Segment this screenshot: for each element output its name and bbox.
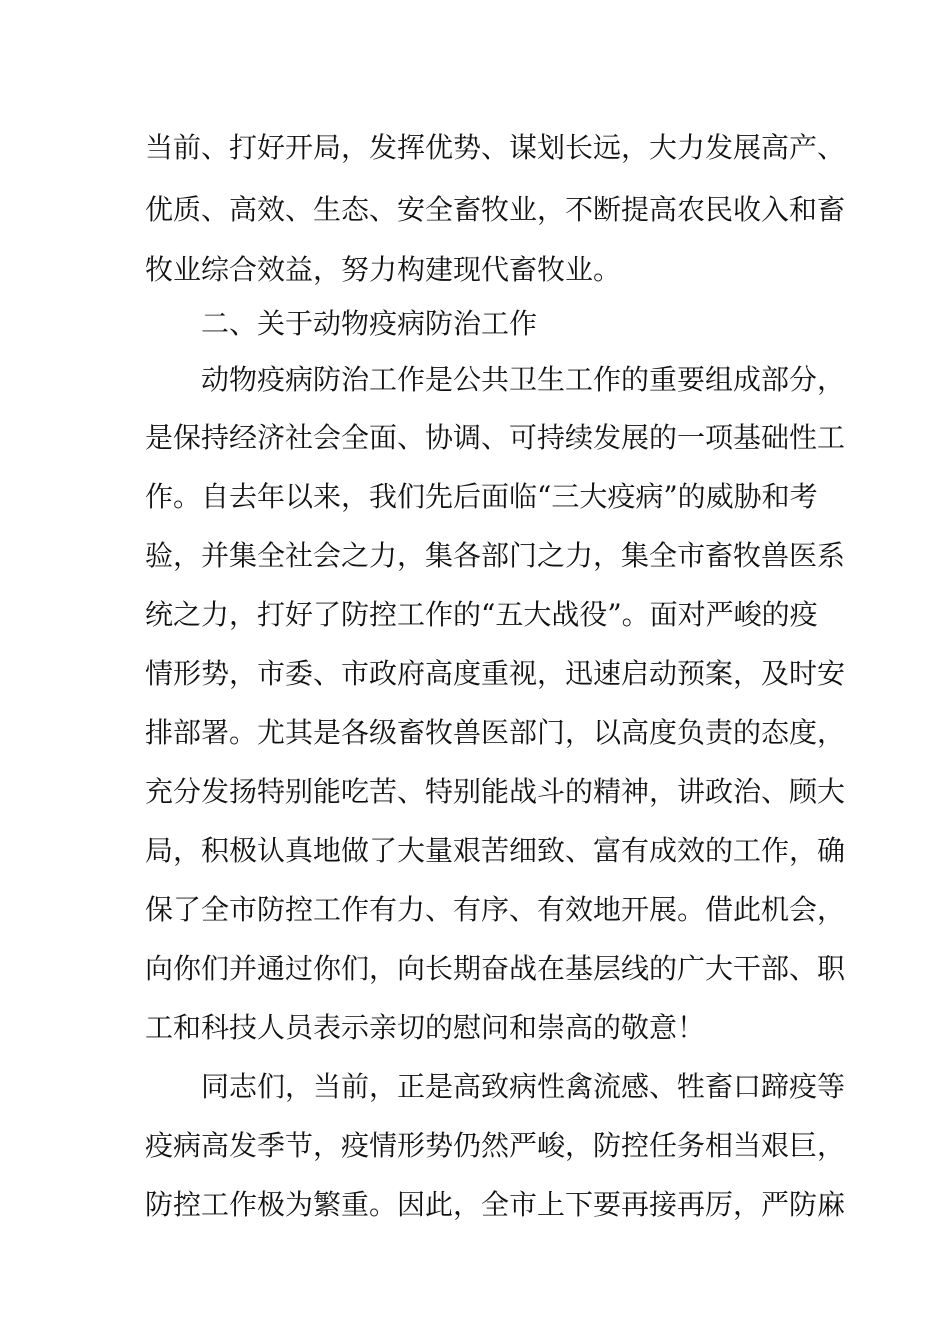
text-line: 情形势，市委、市政府高度重视，迅速启动预案，及时安 — [145, 657, 846, 690]
text-line: 工和科技人员表示亲切的慰问和崇高的敬意！ — [145, 1011, 706, 1044]
text-line: 当前、打好开局，发挥优势、谋划长远，大力发展高产、 — [145, 131, 846, 164]
text-line: 优质、高效、生态、安全畜牧业，不断提高农民收入和畜 — [145, 193, 846, 226]
text-line: 动物疫病防治工作是公共卫生工作的重要组成部分， — [201, 363, 846, 396]
text-line: 作。自去年以来，我们先后面临“三大疫病”的威胁和考 — [145, 480, 818, 513]
text-line: 充分发扬特别能吃苦、特别能战斗的精神，讲政治、顾大 — [145, 775, 846, 808]
text-line: 排部署。尤其是各级畜牧兽医部门，以高度负责的态度， — [145, 716, 846, 749]
text-line: 同志们，当前，正是高致病性禽流感、牲畜口蹄疫等 — [201, 1070, 846, 1103]
text-line: 统之力，打好了防控工作的“五大战役”。面对严峻的疫 — [145, 598, 818, 631]
section-heading: 二、关于动物疫病防治工作 — [201, 307, 538, 340]
text-line: 局，积极认真地做了大量艰苦细致、富有成效的工作，确 — [145, 834, 846, 867]
text-line: 防控工作极为繁重。因此，全市上下要再接再厉，严防麻 — [145, 1188, 846, 1221]
text-line: 验，并集全社会之力，集各部门之力，集全市畜牧兽医系 — [145, 539, 846, 572]
text-line: 牧业综合效益，努力构建现代畜牧业。 — [145, 253, 622, 286]
text-line: 向你们并通过你们，向长期奋战在基层线的广大干部、职 — [145, 952, 846, 985]
text-line: 保了全市防控工作有力、有序、有效地开展。借此机会， — [145, 893, 846, 926]
text-line: 是保持经济社会全面、协调、可持续发展的一项基础性工 — [145, 421, 846, 454]
text-line: 疫病高发季节，疫情形势仍然严峻，防控任务相当艰巨， — [145, 1129, 846, 1162]
